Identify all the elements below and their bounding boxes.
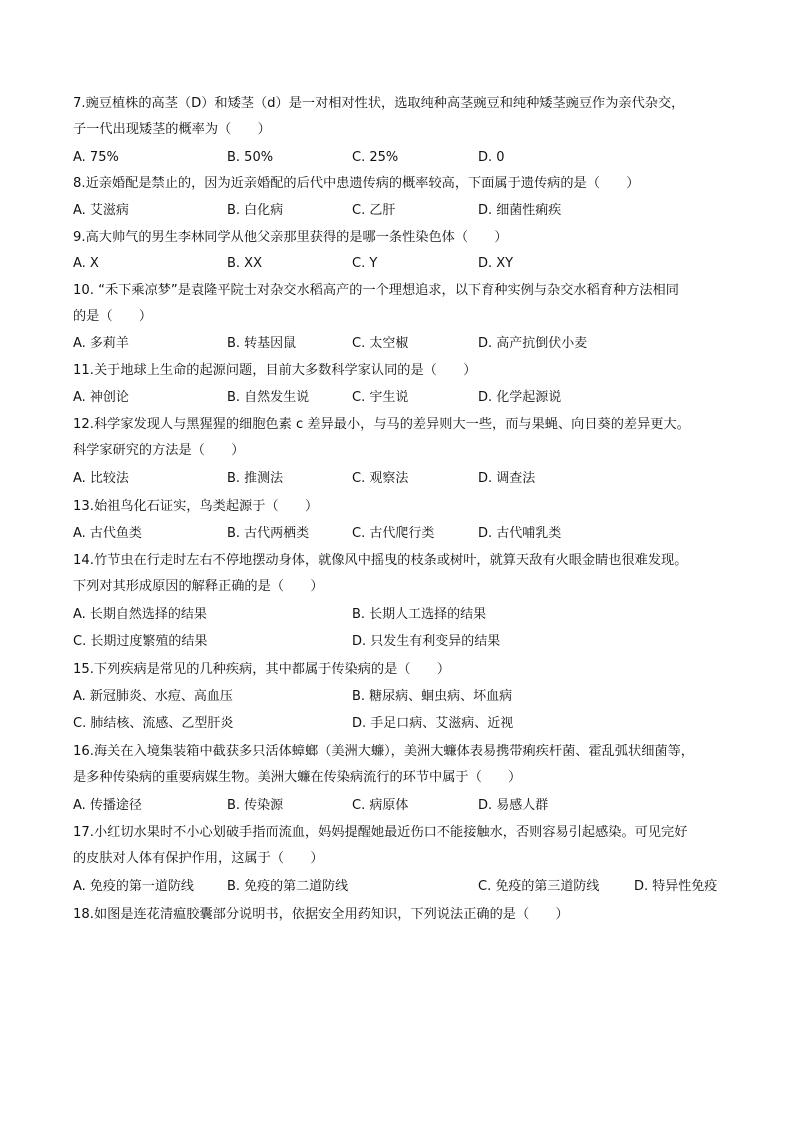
option-c[interactable]: C. 肺结核、流感、乙型肝炎 bbox=[73, 716, 234, 731]
options-14-row2 bbox=[73, 629, 753, 655]
question-text: 8.近亲婚配是禁止的，因为近亲婚配的后代中患遗传病的概率较高，下面属于遗传病的是（ ） bbox=[73, 176, 640, 191]
options-13 bbox=[73, 521, 753, 547]
option-d[interactable]: D. 细菌性痢疾 bbox=[478, 203, 562, 218]
question-14 bbox=[73, 548, 753, 600]
option-b[interactable]: B. 古代两栖类 bbox=[227, 526, 310, 541]
option-a[interactable]: A. 多莉羊 bbox=[73, 336, 129, 351]
option-b[interactable]: B. 白化病 bbox=[227, 203, 284, 218]
question-text: 的是（ ） bbox=[73, 309, 153, 324]
question-text: 10. “禾下乘凉梦”是袁隆平院士对杂交水稻高产的一个理想追求，以下育种实例与杂交水稻育种方法相同 bbox=[73, 283, 679, 298]
question-text: 15.下列疾病是常见的几种疾病，其中都属于传染病的是（ ） bbox=[73, 662, 451, 677]
question-text: 14.竹节虫在行走时左右不停地摆动身体，就像风中摇曳的枝条或树叶，就算天敌有火眼金睛也很难发现。 bbox=[73, 553, 688, 568]
options-17 bbox=[73, 874, 753, 900]
option-c[interactable]: C. Y bbox=[352, 256, 378, 271]
option-c[interactable]: C. 宇生说 bbox=[352, 390, 409, 405]
question-11 bbox=[73, 358, 753, 384]
option-c[interactable]: C. 乙肝 bbox=[352, 203, 396, 218]
option-d[interactable]: D. 0 bbox=[478, 150, 505, 165]
options-8 bbox=[73, 198, 753, 224]
option-a[interactable]: A. X bbox=[73, 256, 99, 271]
question-text: 13.始祖鸟化石证实，鸟类起源于（ ） bbox=[73, 499, 319, 514]
question-text: 科学家研究的方法是（ ） bbox=[73, 443, 245, 458]
option-b[interactable]: B. 长期人工选择的结果 bbox=[352, 607, 487, 622]
option-a[interactable]: A. 75% bbox=[73, 150, 119, 165]
options-9 bbox=[73, 251, 753, 277]
question-9 bbox=[73, 225, 753, 251]
option-c[interactable]: C. 免疫的第三道防线 bbox=[478, 879, 600, 894]
question-text: 7.豌豆植株的高茎（D）和矮茎（d）是一对相对性状，选取纯种高茎豌豆和纯种矮茎豌豆作为亲代杂交， bbox=[73, 96, 685, 111]
question-text: 12.科学家发现人与黑猩猩的细胞色素 c 差异最小，与马的差异则大一些，而与果蝇、向日葵的差异更大。 bbox=[73, 417, 690, 432]
question-text: 子一代出现矮茎的概率为（ ） bbox=[73, 122, 271, 137]
options-11 bbox=[73, 385, 753, 411]
question-18 bbox=[73, 902, 753, 928]
question-10 bbox=[73, 278, 753, 330]
question-7 bbox=[73, 91, 753, 143]
option-d[interactable]: D. 调查法 bbox=[478, 471, 536, 486]
option-c[interactable]: C. 古代爬行类 bbox=[352, 526, 435, 541]
option-a[interactable]: A. 古代鱼类 bbox=[73, 526, 142, 541]
option-a[interactable]: A. 艾滋病 bbox=[73, 203, 129, 218]
option-d[interactable]: D. XY bbox=[478, 256, 514, 271]
option-c[interactable]: C. 25% bbox=[352, 150, 399, 165]
option-c[interactable]: C. 太空椒 bbox=[352, 336, 409, 351]
question-text: 是多种传染病的重要病媒生物。美洲大蠊在传染病流行的环节中属于（ ） bbox=[73, 770, 522, 785]
options-7 bbox=[73, 145, 753, 171]
option-d[interactable]: D. 手足口病、艾滋病、近视 bbox=[352, 716, 514, 731]
question-16 bbox=[73, 739, 753, 791]
option-d[interactable]: D. 特异性免疫 bbox=[634, 879, 718, 894]
option-b[interactable]: B. XX bbox=[227, 256, 262, 271]
question-12 bbox=[73, 412, 753, 464]
option-d[interactable]: D. 易感人群 bbox=[478, 798, 549, 813]
options-14-row1 bbox=[73, 602, 753, 628]
option-c[interactable]: C. 观察法 bbox=[352, 471, 409, 486]
option-d[interactable]: D. 只发生有利变异的结果 bbox=[352, 634, 501, 649]
option-d[interactable]: D. 古代哺乳类 bbox=[478, 526, 562, 541]
question-text: 18.如图是连花清瘟胶囊部分说明书，依据安全用药知识，下列说法正确的是（ ） bbox=[73, 907, 569, 922]
option-b[interactable]: B. 免疫的第二道防线 bbox=[227, 879, 349, 894]
question-text: 下列对其形成原因的解释正确的是（ ） bbox=[73, 579, 324, 594]
question-text: 11.关于地球上生命的起源问题，目前大多数科学家认同的是（ ） bbox=[73, 363, 477, 378]
options-15-row1 bbox=[73, 684, 753, 710]
option-b[interactable]: B. 糖尿病、蛔虫病、坏血病 bbox=[352, 689, 513, 704]
option-a[interactable]: A. 传播途径 bbox=[73, 798, 142, 813]
option-a[interactable]: A. 长期自然选择的结果 bbox=[73, 607, 207, 622]
option-d[interactable]: D. 高产抗倒伏小麦 bbox=[478, 336, 588, 351]
question-15 bbox=[73, 657, 753, 683]
options-10 bbox=[73, 331, 753, 357]
option-c[interactable]: C. 长期过度繁殖的结果 bbox=[73, 634, 208, 649]
question-13 bbox=[73, 494, 753, 520]
option-a[interactable]: A. 免疫的第一道防线 bbox=[73, 879, 194, 894]
question-17 bbox=[73, 820, 753, 872]
option-b[interactable]: B. 传染源 bbox=[227, 798, 284, 813]
option-d[interactable]: D. 化学起源说 bbox=[478, 390, 562, 405]
option-b[interactable]: B. 转基因鼠 bbox=[227, 336, 297, 351]
question-text: 16.海关在入境集装箱中截获多只活体蟑螂（美洲大蠊），美洲大蠊体表易携带痢疾杆菌、霍乱弧状细菌等， bbox=[73, 744, 694, 759]
option-a[interactable]: A. 神创论 bbox=[73, 390, 129, 405]
option-a[interactable]: A. 比较法 bbox=[73, 471, 129, 486]
options-12 bbox=[73, 466, 753, 492]
question-text: 9.高大帅气的男生李林同学从他父亲那里获得的是哪一条性染色体（ ） bbox=[73, 230, 508, 245]
option-a[interactable]: A. 新冠肺炎、水痘、高血压 bbox=[73, 689, 233, 704]
question-8 bbox=[73, 171, 753, 197]
options-16 bbox=[73, 793, 753, 819]
option-b[interactable]: B. 自然发生说 bbox=[227, 390, 310, 405]
option-b[interactable]: B. 50% bbox=[227, 150, 274, 165]
option-c[interactable]: C. 病原体 bbox=[352, 798, 409, 813]
options-15-row2 bbox=[73, 711, 753, 737]
question-text: 17.小红切水果时不小心划破手指而流血，妈妈提醒她最近伤口不能接触水，否则容易引起感染。可见完好 bbox=[73, 825, 688, 840]
question-text: 的皮肤对人体有保护作用，这属于（ ） bbox=[73, 851, 324, 866]
option-b[interactable]: B. 推测法 bbox=[227, 471, 284, 486]
